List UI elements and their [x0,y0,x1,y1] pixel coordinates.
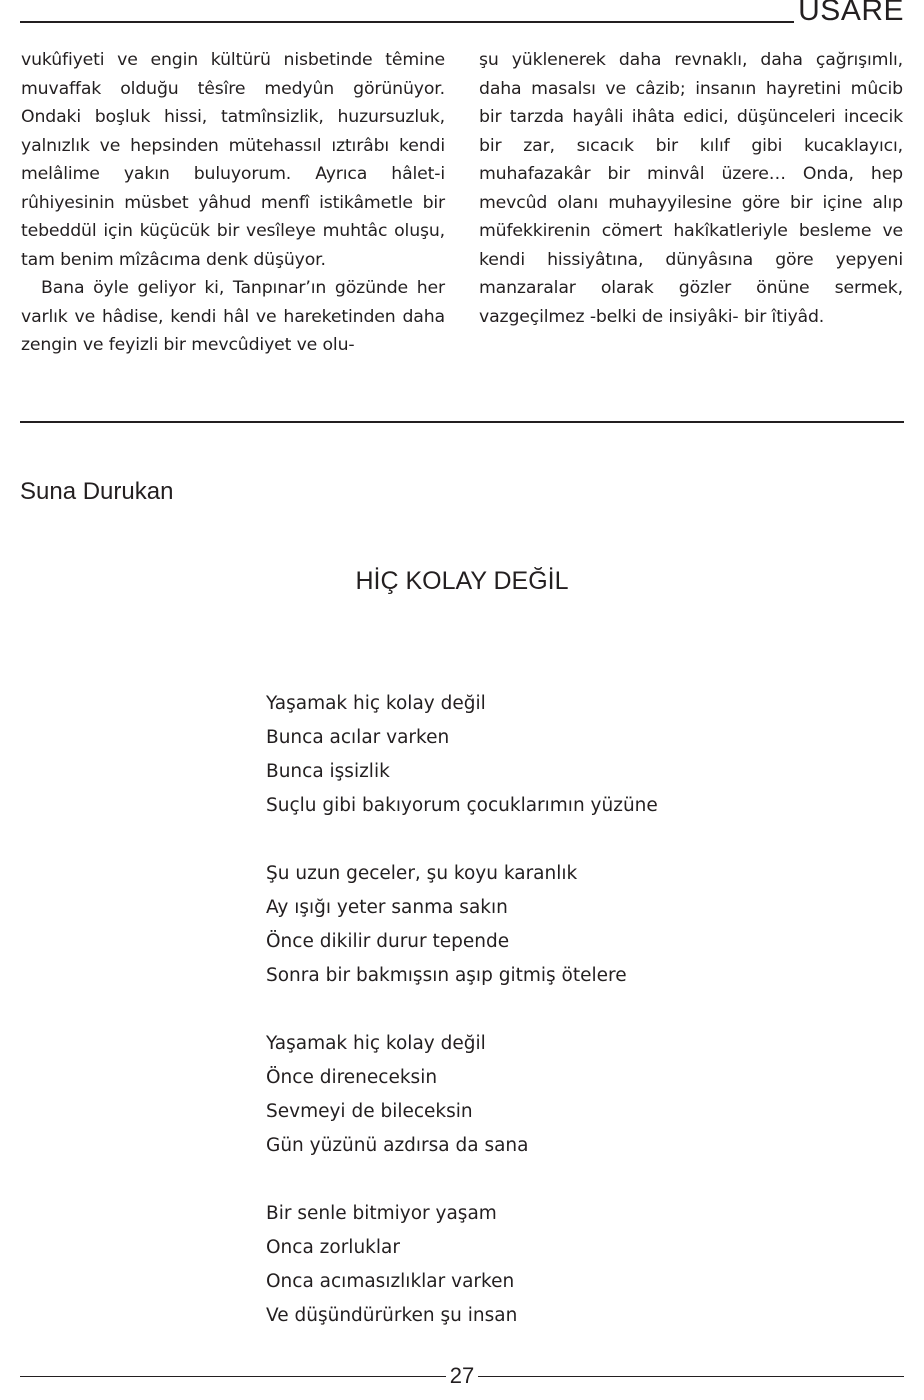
footer-rule-right [478,1376,904,1377]
poem-line: Bir senle bitmiyor yaşam [266,1203,497,1224]
poem-line: Sonra bir bakmışsın aşıp gitmiş ötelere [266,965,627,986]
article-paragraph: şu yüklenerek daha revnaklı, daha çağrışımlı, daha masalsı ve câzib; insanın hayretini mûcib bir tarzda hayâli ihâta edici, düşünceleri incecik bir zar, sıcacık bir kılıf gibi kucaklayıcı, muhafazakâr bir minvâl üzere… Onda, hep mevcûd olanı muhayyilesine göre bir içine alıp müfekkirenin cömert hakîkatleriyle besleme ve kendi hissiyâtına, dünyâsına göre yepyeni manzaralar olarak gözler önüne sermek, vazgeçilmez -belki de insiyâki- bir îtiyâd. [479,50,903,327]
article-paragraph: Bana öyle geliyor ki, Tanpınar’ın gözünde her varlık ve hâdise, kendi hâl ve hareketinden daha zengin ve feyizli bir mevcûdiyet ve olu- [21,278,445,355]
poem-line: Şu uzun geceler, şu koyu karanlık [266,863,578,884]
poem-line: Önce dikilir durur tepende [266,931,510,952]
poem-stanza [266,858,658,994]
footer-rule-left [20,1376,446,1377]
poem-line: Sevmeyi de bileceksin [266,1101,473,1122]
magazine-title: USARE [798,0,904,27]
poem-body [266,688,658,1368]
page-number: 27 [449,1363,475,1388]
poem-line: Ay ışığı yeter sanma sakın [266,897,508,918]
poem-stanza [266,688,658,824]
article-column-left [21,46,445,360]
poem-line: Onca zorluklar [266,1237,400,1258]
poem-line: Bunca işsizlik [266,761,390,782]
poem-stanza [266,1028,658,1164]
poem-line: Önce direneceksin [266,1067,438,1088]
poem-author: Suna Durukan [20,478,174,505]
article-paragraph: vukûfiyeti ve engin kültürü nisbetinde têmine muvaffak olduğu têsîre medyûn görünüyor. Ondaki boşluk hissi, tatmînsizlik, huzursuzluk, yalnızlık ve hepsinden mütehassıl ıztırâbı kendi melâlime yakın buluyorum. Ayrıca hâlet-i rûhiyesinin müsbet yâhud menfî istikâmetle bir tebeddül için küçücük bir vesîleye muhtâc oluşu, tam benim mîzâcıma denk düşüyor. [21,50,445,270]
poem-title: HİÇ KOLAY DEĞİL [355,567,569,595]
poem-line: Bunca acılar varken [266,727,450,748]
article-column-right [479,46,903,331]
poem-line: Suçlu gibi bakıyorum çocuklarımın yüzüne [266,795,658,816]
header-rule [20,21,794,23]
poem-line: Ve düşündürürken şu insan [266,1305,518,1326]
poem-line: Yaşamak hiç kolay değil [266,1033,486,1054]
poem-line: Onca acımasızlıklar varken [266,1271,515,1292]
poem-line: Yaşamak hiç kolay değil [266,693,486,714]
poem-line: Gün yüzünü azdırsa da sana [266,1135,529,1156]
section-divider [20,421,904,423]
poem-stanza [266,1198,658,1334]
